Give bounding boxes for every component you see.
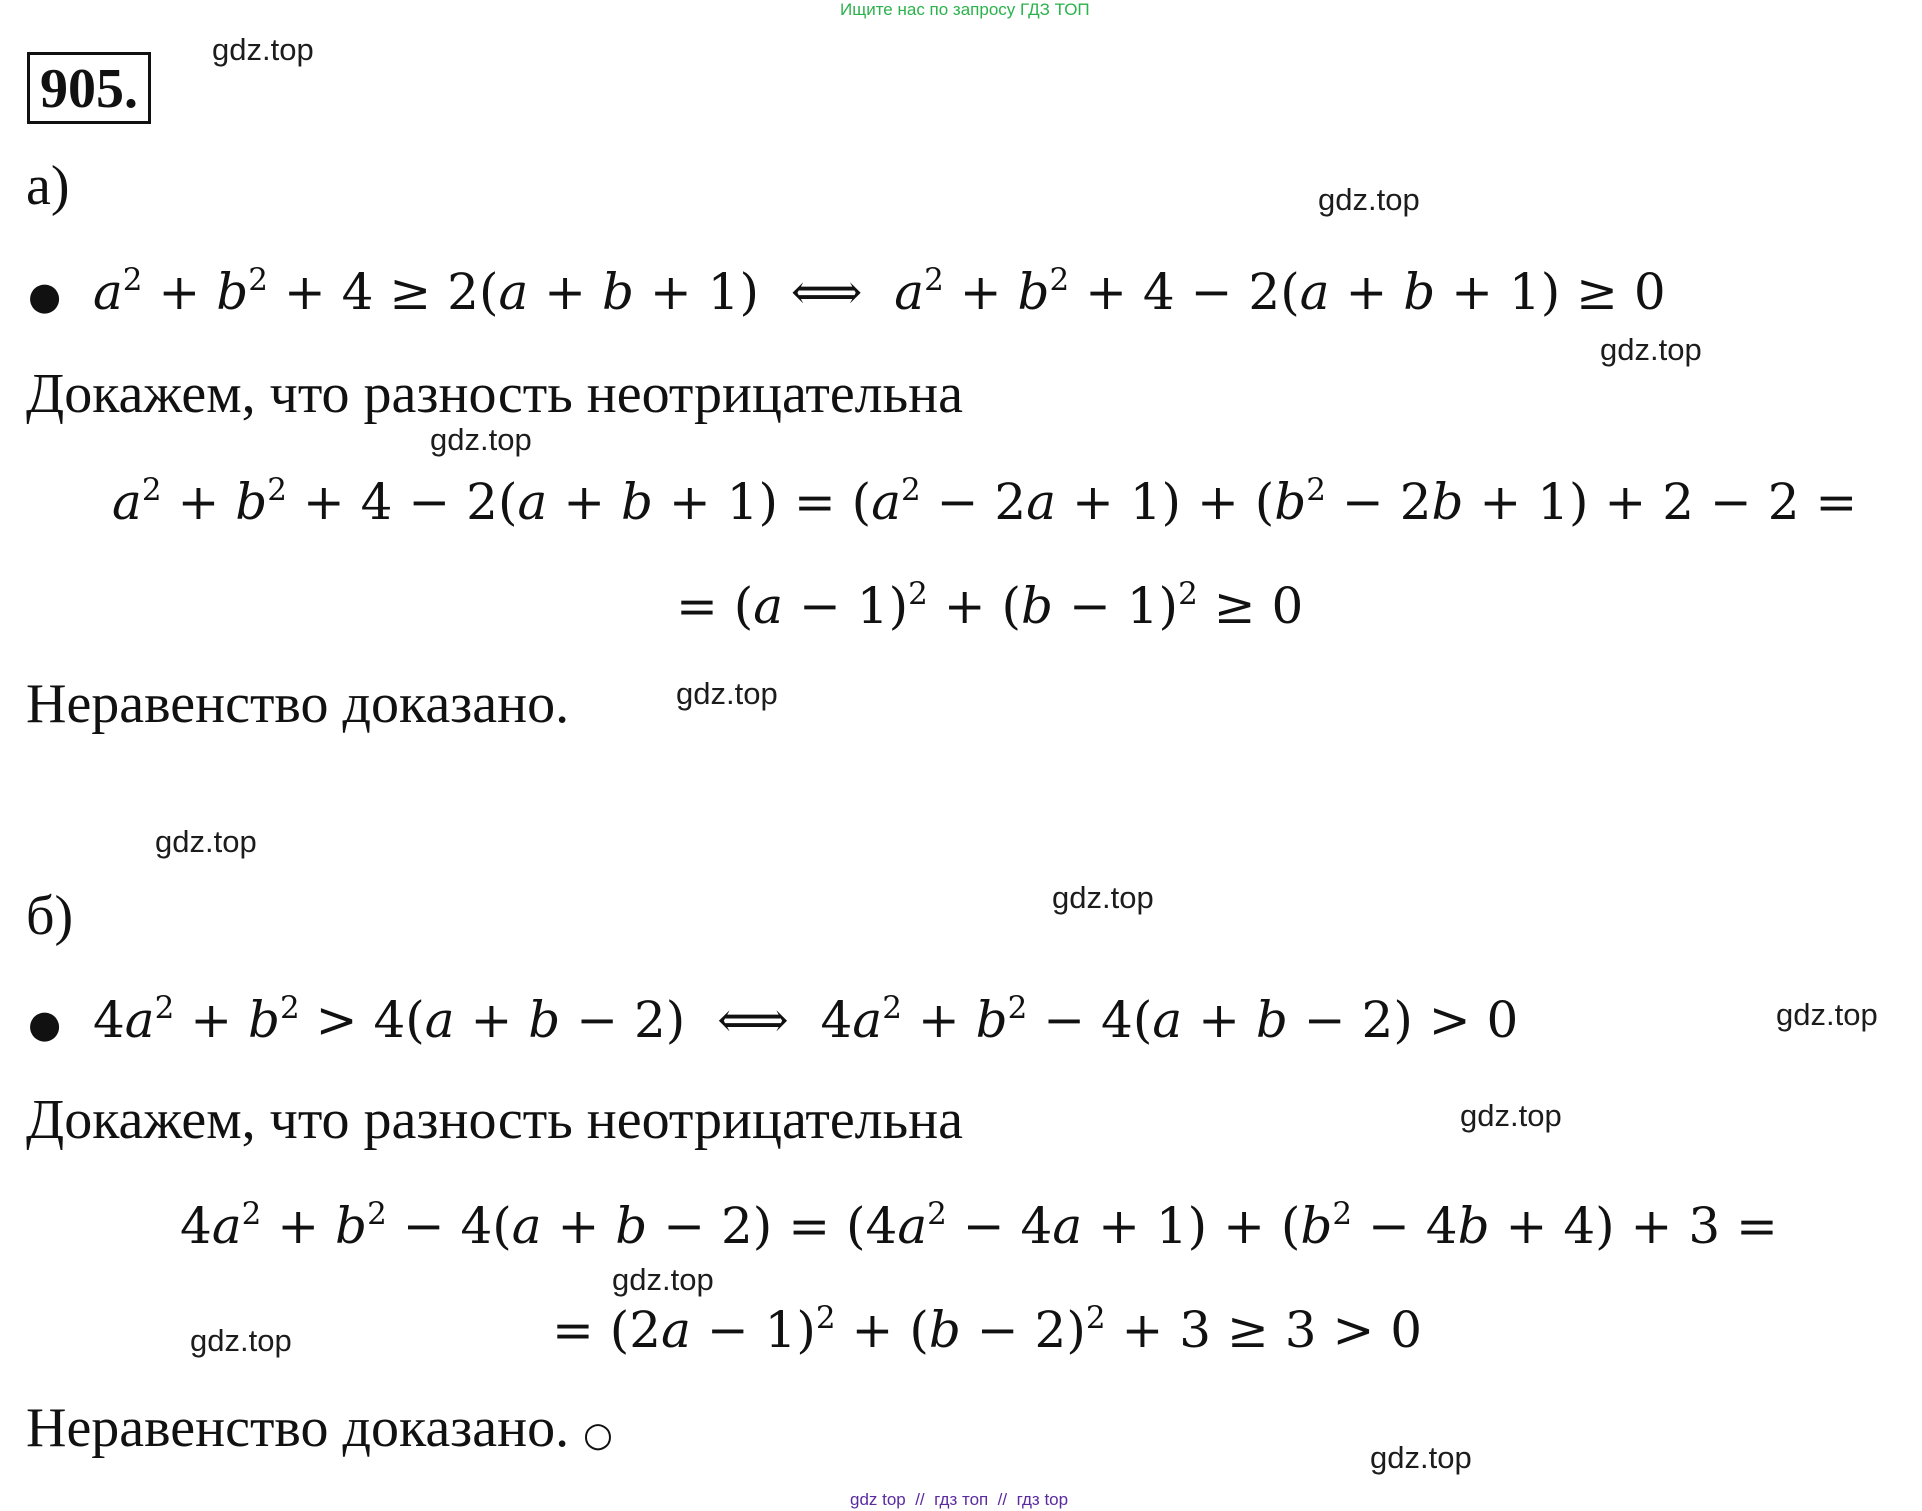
part-b-equation-line-1: $4a^2 + b^2 - 4(a + b - 2) = (4a^2 - 4a + 1) + (b^2 - 4b + 4) + 3$ = [180,1195,1778,1255]
bullet-icon: ● [28,1002,62,1046]
part-a-prove-text: Докажем, что разность неотрицательна [26,363,963,425]
part-b-conclusion: Неравенство доказано. ○ [26,1397,613,1459]
watermark: gdz.top [1776,997,1878,1032]
watermark: gdz.top [155,824,257,859]
part-a-equation-line-2: = $(a - 1)^2 + (b - 1)^2 \ge 0$ [676,575,1304,635]
watermark: gdz.top [212,32,314,67]
watermark: gdz.top [1052,880,1154,915]
watermark: gdz.top [430,422,532,457]
part-a-conclusion: Неравенство доказано. [26,673,570,735]
problem-number: 905. [27,52,151,124]
watermark: gdz.top [1460,1098,1562,1133]
footer-links[interactable]: gdz top // гдз топ // гдз top [850,1490,1069,1509]
bullet-icon: ● [28,274,62,318]
top-banner[interactable]: Ищите нас по запросу ГДЗ ТОП [840,0,1090,19]
watermark: gdz.top [1318,182,1420,217]
part-b-prove-text: Докажем, что разность неотрицательна [26,1089,963,1151]
part-a-label: а) [26,155,70,217]
part-b-equation-line-2: = $(2a - 1)^2 + (b - 2)^2 + 3 \ge 3 > 0$ [552,1299,1423,1359]
part-a-equation-line-1: $a^2 + b^2 + 4 - 2(a + b + 1) = (a^2 - 2a + 1) + (b^2 - 2b + 1) + 2 - 2$ = [112,471,1858,531]
part-b-label: б) [26,885,74,947]
end-of-proof-icon: ○ [583,1415,613,1455]
watermark: gdz.top [612,1262,714,1297]
watermark: gdz.top [676,676,778,711]
watermark: gdz.top [1600,332,1702,367]
part-a-statement: ● $a^2 + b^2 + 4 \ge 2(a + b + 1)$ ⟺ $a^2 + b^2 + 4 - 2(a + b + 1) \ge 0$ [28,261,1666,321]
watermark: gdz.top [1370,1440,1472,1475]
watermark: gdz.top [190,1323,292,1358]
part-b-statement: ● $4a^2 + b^2 > 4(a + b - 2)$ ⟺ $4a^2 + b^2 - 4(a + b - 2) > 0$ [28,989,1519,1049]
